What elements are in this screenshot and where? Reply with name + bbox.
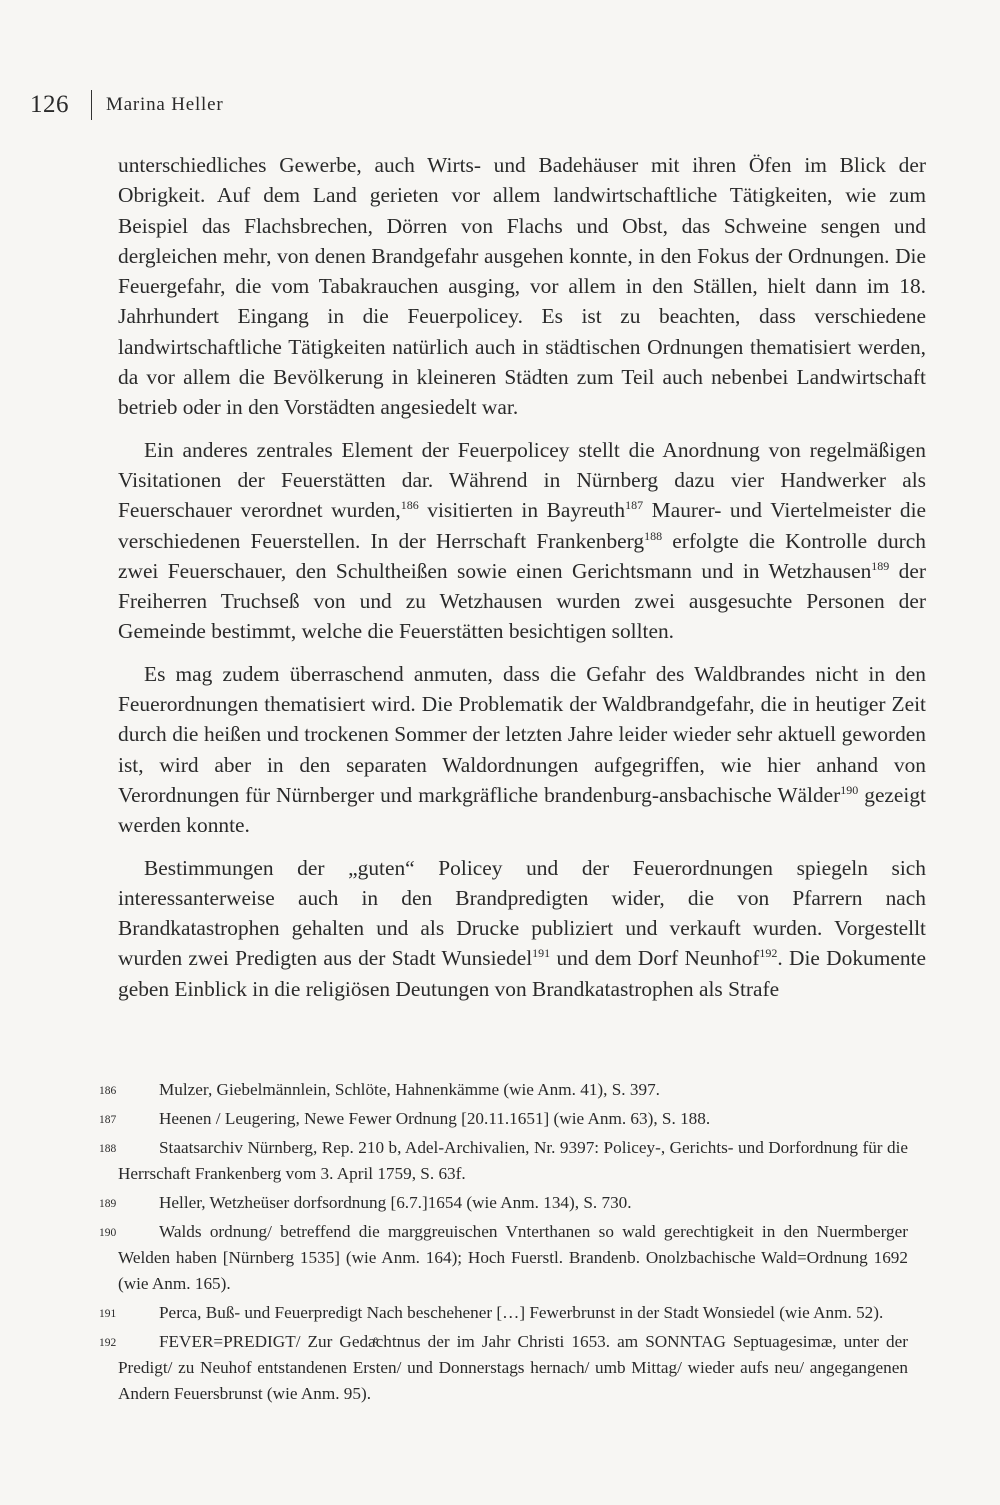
- paragraph-text: Bestimmungen der „guten“ Policey und der Feuerordnungen spiegeln sich interessanterweise auch in den Brandpredigten wider, die von Pfarrern nach Brandkatastrophen gehalten und als Drucke publiziert und verkauft wurden. Vorgestellt wurden zwei Predigten aus der Stadt Wunsiedel: [118, 855, 926, 971]
- footnote-number: 187: [99, 1114, 117, 1126]
- running-head-author: Marina Heller: [106, 94, 224, 115]
- footnote-ref: 190: [840, 782, 859, 797]
- footnotes: [99, 1077, 908, 1410]
- footnote: [99, 1106, 908, 1132]
- footnote-number: 189: [99, 1198, 117, 1210]
- page-header: [30, 88, 970, 122]
- paragraph-1: [118, 150, 926, 423]
- paragraph-text: Maurer- und Viertelmeister die verschiedenen Feuerstellen. In der Herrschaft Frankenberg: [118, 498, 927, 553]
- footnote: [99, 1077, 908, 1103]
- paragraph-text: der Freiherren Truchseß von und zu Wetzhausen wurden zwei ausgesuchte Personen der Gemeinde bestimmt, welche die Feuerstätten besichtigen sollten.: [118, 558, 926, 644]
- footnote: [99, 1135, 908, 1187]
- footnote-ref: 191: [532, 946, 551, 961]
- footnote-text: Staatsarchiv Nürnberg, Rep. 210 b, Adel-Archivalien, Nr. 9397: Policey-, Gerichts- und Dorfordnung für die Herrschaft Frankenberg vom 3. April 1759, S. 63f.: [118, 1138, 908, 1183]
- paragraph-text: unterschiedliches Gewerbe, auch Wirts- und Badehäuser mit ihren Öfen im Blick der Obrigkeit. Auf dem Land gerieten vor allem landwirtschaftliche Tätigkeiten, wie zum Beispiel das Flachsbrechen, Dörren von Flachs und Obst, das Schweine sengen und dergleichen mehr, von denen Brandgefahr ausgehen konnte, in den Fokus der Ordnungen. Die Feuergefahr, die vom Tabakrauchen ausging, vor allem in den Ställen, hielt dann im 18. Jahrhundert Eingang in die Feuerpolicey. Es ist zu beachten, dass verschiedene landwirtschaftliche Tätigkeiten natürlich auch in städtischen Ordnungen thematisiert werden, da vor allem die Bevölkerung in kleineren Städten zum Teil auch nebenbei Landwirtschaft betrieb oder in den Vorstädten angesiedelt war.: [118, 153, 926, 420]
- paragraph-text: Ein anderes zentrales Element der Feuerpolicey stellt die Anordnung von regelmäßigen Visitationen der Feuerstätten dar. Während in Nürnberg dazu vier Handwerker als Feuerschauer verordnet wurden,: [118, 437, 926, 523]
- footnote: [99, 1300, 908, 1326]
- paragraph-2: [118, 435, 926, 647]
- footnote-ref: 187: [625, 498, 644, 513]
- paragraph-4: [118, 853, 926, 1004]
- page-number: 126: [30, 91, 69, 118]
- footnote: [99, 1219, 908, 1297]
- header-divider: [91, 90, 92, 120]
- footnote-number: 186: [99, 1085, 117, 1097]
- footnote-text: FEVER=PREDIGT/ Zur Gedaͤchtnus der im Jahr Christi 1653. am SONNTAG Septuagesimæ, unter der Predigt/ zu Neuhof entstandenen Ersten/ und Donnerstags hernach/ umb Mittag/ wieder aufs neu/ angegangenen Andern Feuersbrunst (wie Anm. 95).: [118, 1332, 908, 1403]
- footnote: [99, 1329, 908, 1407]
- footnote-ref: 192: [759, 946, 778, 961]
- footnote-text: Heller, Wetzheüser dorfsordnung [6.7.]1654 (wie Anm. 134), S. 730.: [159, 1193, 632, 1212]
- footnote-number: 188: [99, 1143, 117, 1155]
- paragraph-3: [118, 659, 926, 841]
- footnote-text: Walds ordnung/ betreffend die marggreuischen Vnterthanen so wald gerechtigkeit in den Nuermberger Welden haben [Nürnberg 1535] (wie Anm. 164); Hoch Fuerstl. Brandenb. Onolzbachische Wald=Ordnung 1692 (wie Anm. 165).: [118, 1222, 908, 1293]
- footnote-number: 191: [99, 1308, 117, 1320]
- paragraph-text: gezeigt werden konnte.: [118, 782, 927, 838]
- footnote-text: Perca, Buß- und Feuerpredigt Nach beschehener […] Fewerbrunst in der Stadt Wonsiedel (wie Anm. 52).: [159, 1303, 884, 1322]
- paragraph-text: und dem Dorf Neunhof: [550, 946, 760, 971]
- paragraph-text: Es mag zudem überraschend anmuten, dass die Gefahr des Waldbrandes nicht in den Feuerordnungen thematisiert wird. Die Problematik der Waldbrandgefahr, die in heutiger Zeit durch die heißen und trockenen Sommer der letzten Jahre leider wieder sehr aktuell geworden ist, wird aber in den separaten Waldordnungen aufgegriffen, wie hier anhand von Verordnungen für Nürnberger und markgräfliche brandenburg-ansbachische Wälder: [118, 661, 926, 807]
- footnote-number: 190: [99, 1227, 117, 1239]
- footnote-ref: 188: [644, 528, 663, 543]
- footnote-ref: 189: [871, 558, 890, 573]
- footnote: [99, 1190, 908, 1216]
- main-text: [118, 150, 926, 1004]
- paragraph-text: erfolgte die Kontrolle durch zwei Feuerschauer, den Schultheißen sowie einen Gerichtsmann und in Wetzhausen: [118, 528, 926, 583]
- footnote-number: 192: [99, 1337, 117, 1349]
- footnote-text: Mulzer, Giebelmännlein, Schlöte, Hahnenkämme (wie Anm. 41), S. 397.: [159, 1080, 660, 1099]
- paragraph-text: visitierten in Bayreuth: [418, 498, 626, 523]
- paragraph-text: . Die Dokumente geben Einblick in die religiösen Deutungen von Brandkatastrophen als Strafe: [118, 946, 926, 1001]
- footnote-text: Heenen / Leugering, Newe Fewer Ordnung [20.11.1651] (wie Anm. 63), S. 188.: [159, 1109, 711, 1128]
- footnote-ref: 186: [400, 498, 419, 513]
